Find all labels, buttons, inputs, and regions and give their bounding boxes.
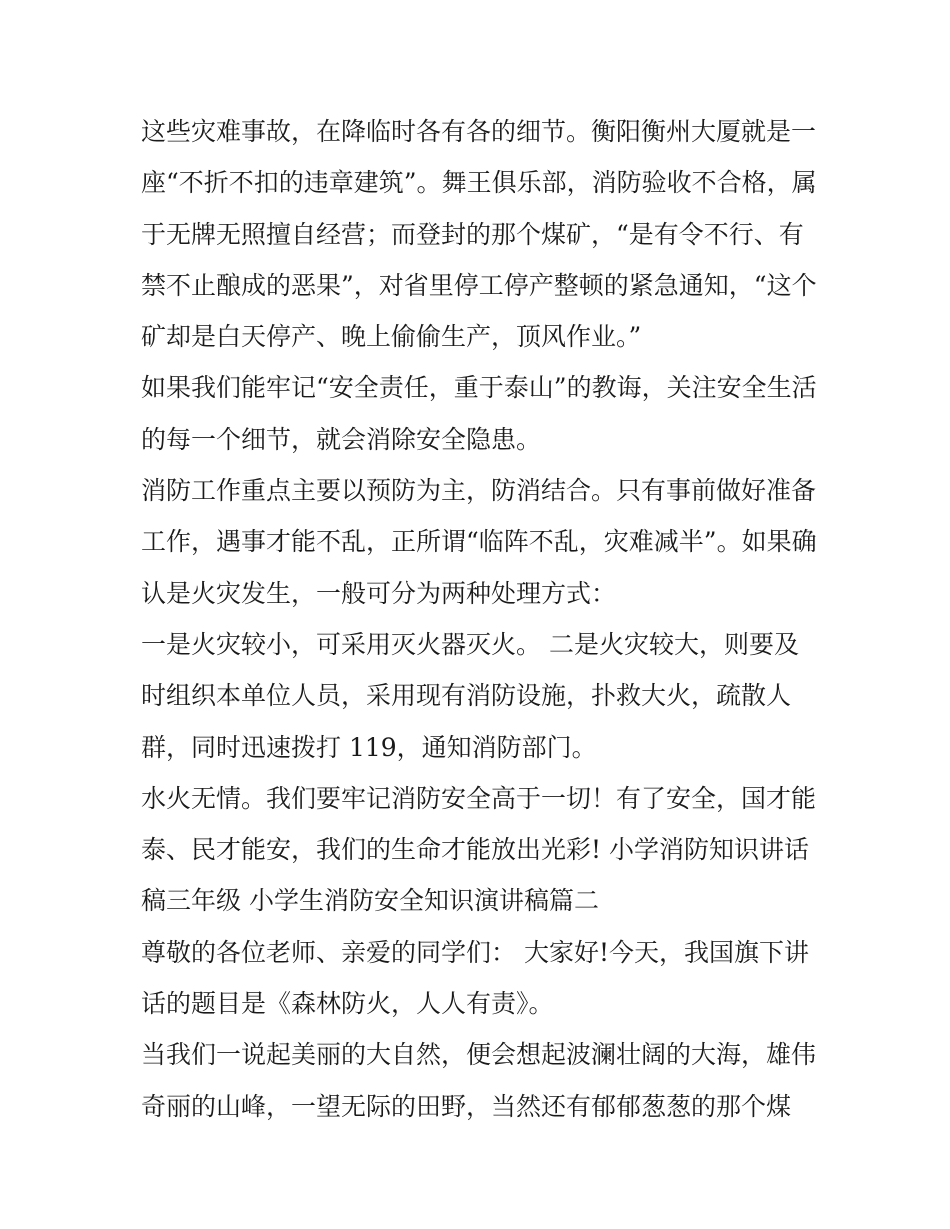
text-line: 当我们一说起美丽的大自然，便会想起波澜壮阔的大海，雄伟 bbox=[141, 1040, 817, 1070]
text-line: 矿却是白天停产、晚上偷偷生产，顶风作业。” bbox=[141, 322, 642, 352]
text-line: 座“不折不扣的违章建筑”。舞王俱乐部，消防验收不合格，属 bbox=[141, 168, 817, 198]
body-text bbox=[141, 106, 821, 1132]
text-line: 一是火灾较小，可采用灭火器灭火。 二是火灾较大，则要及 bbox=[141, 629, 799, 659]
text-line: 于无牌无照擅自经营；而登封的那个煤矿，“是有令不行、有 bbox=[141, 219, 804, 249]
text-line: 这些灾难事故，在降临时各有各的细节。衡阳衡州大厦就是一 bbox=[141, 117, 817, 146]
text-line: 时组织本单位人员，采用现有消防设施，扑救大火，疏散人 bbox=[141, 681, 792, 711]
text-line: 消防工作重点主要以预防为主，防消结合。只有事前做好准备 bbox=[141, 476, 817, 506]
text-line: 如果我们能牢记“安全责任，重于泰山”的教诲，关注安全生活 bbox=[141, 373, 817, 403]
text-line: 群，同时迅速拨打 119，通知消防部门。 bbox=[141, 732, 597, 762]
text-line: 的每一个细节，就会消除安全隐患。 bbox=[141, 424, 542, 454]
text-line: 认是火灾发生，一般可分为两种处理方式： bbox=[141, 578, 617, 608]
text-line: 奇丽的山峰，一望无际的田野，当然还有郁郁葱葱的那个煤 bbox=[141, 1091, 792, 1121]
text-line: 稿三年级 小学生消防安全知识演讲稿篇二 bbox=[141, 886, 599, 916]
text-line: 尊敬的各位老师、亲爱的同学们： 大家好!今天，我国旗下讲 bbox=[141, 937, 809, 967]
text-line: 话的题目是《森林防火，人人有责》。 bbox=[141, 989, 554, 1019]
text-line: 禁不止酿成的恶果”，对省里停工停产整顿的紧急通知，“这个 bbox=[141, 270, 817, 300]
text-line: 工作，遇事才能不乱，正所谓“临阵不乱，灾难减半”。如果确 bbox=[141, 527, 817, 557]
text-line: 水火无情。我们要牢记消防安全高于一切！有了安全，国才能 bbox=[141, 783, 817, 813]
text-line: 泰、民才能安，我们的生命才能放出光彩! 小学消防知识讲话 bbox=[141, 835, 809, 865]
